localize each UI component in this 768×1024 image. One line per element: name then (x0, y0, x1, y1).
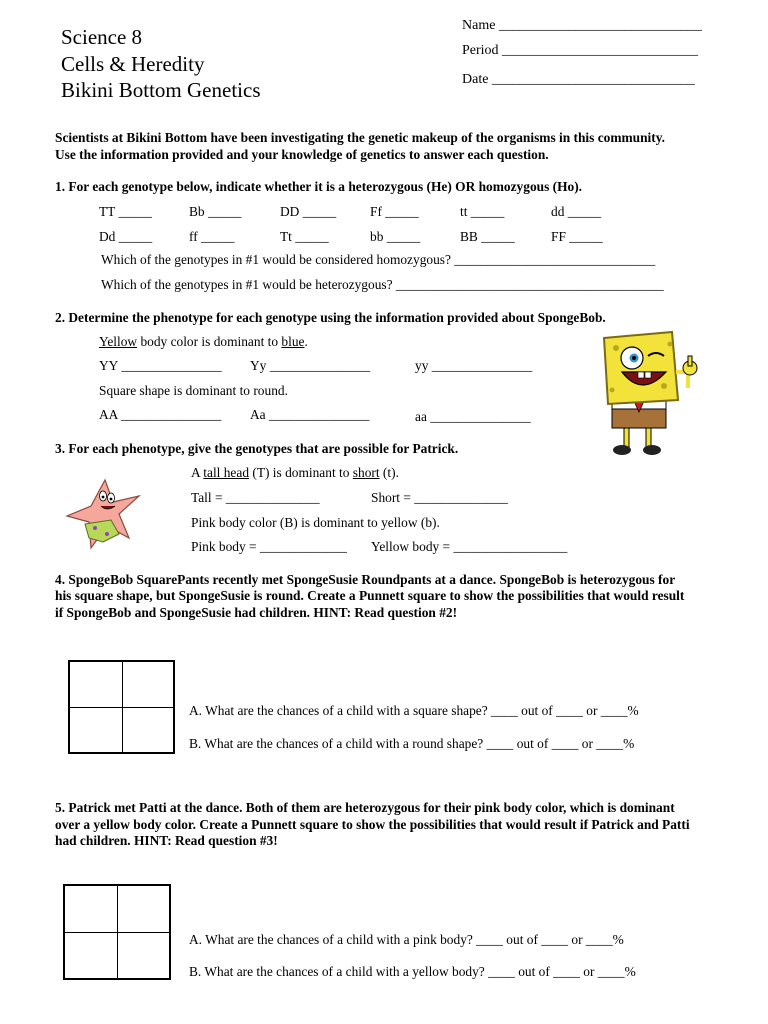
q3-height-rule: A tall head (T) is dominant to short (t). (191, 465, 399, 480)
genotype-item[interactable]: FF _____ (551, 229, 603, 244)
q2-YY-answer[interactable]: YY _______________ (99, 358, 222, 373)
q5-line-3: had children. HINT: Read question #3! (55, 833, 278, 848)
genotype-item[interactable]: TT _____ (99, 204, 152, 219)
q2-AA-answer[interactable]: AA _______________ (99, 407, 222, 422)
q5-question-b[interactable]: B. What are the chances of a child with a yellow body? ____ out of ____ or ____% (189, 964, 636, 979)
q2-shape-rule: Square shape is dominant to round. (99, 383, 288, 398)
q2-Yy-answer[interactable]: Yy _______________ (250, 358, 371, 373)
punnett-square-q5[interactable] (63, 884, 171, 980)
genotype-item[interactable]: Ff _____ (370, 204, 419, 219)
punnett-divider (65, 932, 169, 933)
genotype-item[interactable]: bb _____ (370, 229, 421, 244)
patrick-illustration (63, 476, 143, 554)
genotype-item[interactable]: tt _____ (460, 204, 505, 219)
q3-color-rule: Pink body color (B) is dominant to yellow (b). (191, 515, 440, 530)
worksheet-title: Bikini Bottom Genetics (61, 78, 261, 102)
genotype-item[interactable]: ff _____ (189, 229, 235, 244)
q1-heterozygous-question[interactable]: Which of the genotypes in #1 would be heterozygous? ________________________________________ (101, 277, 664, 292)
q5-question-a[interactable]: A. What are the chances of a child with a pink body? ____ out of ____ or ____% (189, 932, 624, 947)
q4-line-1: 4. SpongeBob SquarePants recently met SpongeSusie Roundpants at a dance. SpongeBob is heterozygous for (55, 572, 676, 587)
q3-tall-head-term: tall head (203, 465, 250, 480)
q2-prompt: 2. Determine the phenotype for each genotype using the information provided about SpongeBob. (55, 310, 606, 325)
name-field[interactable]: Name _____________________________ (462, 18, 702, 33)
genotype-item[interactable]: Dd _____ (99, 229, 153, 244)
q2-blue-term: blue (281, 334, 305, 349)
intro-line-2: Use the information provided and your knowledge of genetics to answer each question. (55, 147, 549, 162)
q4-question-b[interactable]: B. What are the chances of a child with a round shape? ____ out of ____ or ____% (189, 736, 635, 751)
q3-pink-answer[interactable]: Pink body = _____________ (191, 539, 347, 554)
q3-short-answer[interactable]: Short = ______________ (371, 490, 508, 505)
spongebob-illustration (594, 328, 706, 458)
q4-line-3: if SpongeBob and SpongeSusie had children. HINT: Read question #2! (55, 605, 458, 620)
q5-line-1: 5. Patrick met Patti at the dance. Both of them are heterozygous for their pink body color, which is dominant (55, 800, 675, 815)
q3-yellow-answer[interactable]: Yellow body = _________________ (371, 539, 568, 554)
q4-question-a[interactable]: A. What are the chances of a child with a square shape? ____ out of ____ or ____% (189, 703, 639, 718)
punnett-divider (70, 707, 173, 708)
q4-line-2: his square shape, but SpongeSusie is round. Create a Punnett square to show the possibilities that would result (55, 588, 685, 603)
period-field[interactable]: Period ____________________________ (462, 43, 699, 58)
genotype-item[interactable]: Tt _____ (280, 229, 329, 244)
q2-yellow-term: Yellow (99, 334, 138, 349)
q5-line-2: over a yellow body color. Create a Punnett square to show the possibilities that would result if Patrick and Patti (55, 817, 690, 832)
punnett-square-q4[interactable] (68, 660, 175, 754)
unit-title: Cells & Heredity (61, 52, 205, 76)
genotype-item[interactable]: Bb _____ (189, 204, 242, 219)
date-field[interactable]: Date _____________________________ (462, 72, 695, 87)
q3-short-term: short (352, 465, 380, 480)
q3-prompt: 3. For each phenotype, give the genotypes that are possible for Patrick. (55, 441, 459, 456)
genotype-item[interactable]: BB _____ (460, 229, 515, 244)
course-title: Science 8 (61, 25, 143, 49)
q3-tall-answer[interactable]: Tall = ______________ (191, 490, 320, 505)
genotype-item[interactable]: DD _____ (280, 204, 337, 219)
q2-yy-answer[interactable]: yy _______________ (415, 358, 533, 373)
q2-aa-answer[interactable]: aa _______________ (415, 409, 531, 424)
intro-line-1: Scientists at Bikini Bottom have been investigating the genetic makeup of the organisms in this community. (55, 130, 666, 145)
q2-color-rule: Yellow body color is dominant to blue. (99, 334, 308, 349)
genotype-item[interactable]: dd _____ (551, 204, 602, 219)
q1-prompt: 1. For each genotype below, indicate whether it is a heterozygous (He) OR homozygous (Ho). (55, 179, 583, 194)
q1-homozygous-question[interactable]: Which of the genotypes in #1 would be considered homozygous? ______________________________ (101, 252, 656, 267)
q2-Aa-answer[interactable]: Aa _______________ (250, 407, 370, 422)
